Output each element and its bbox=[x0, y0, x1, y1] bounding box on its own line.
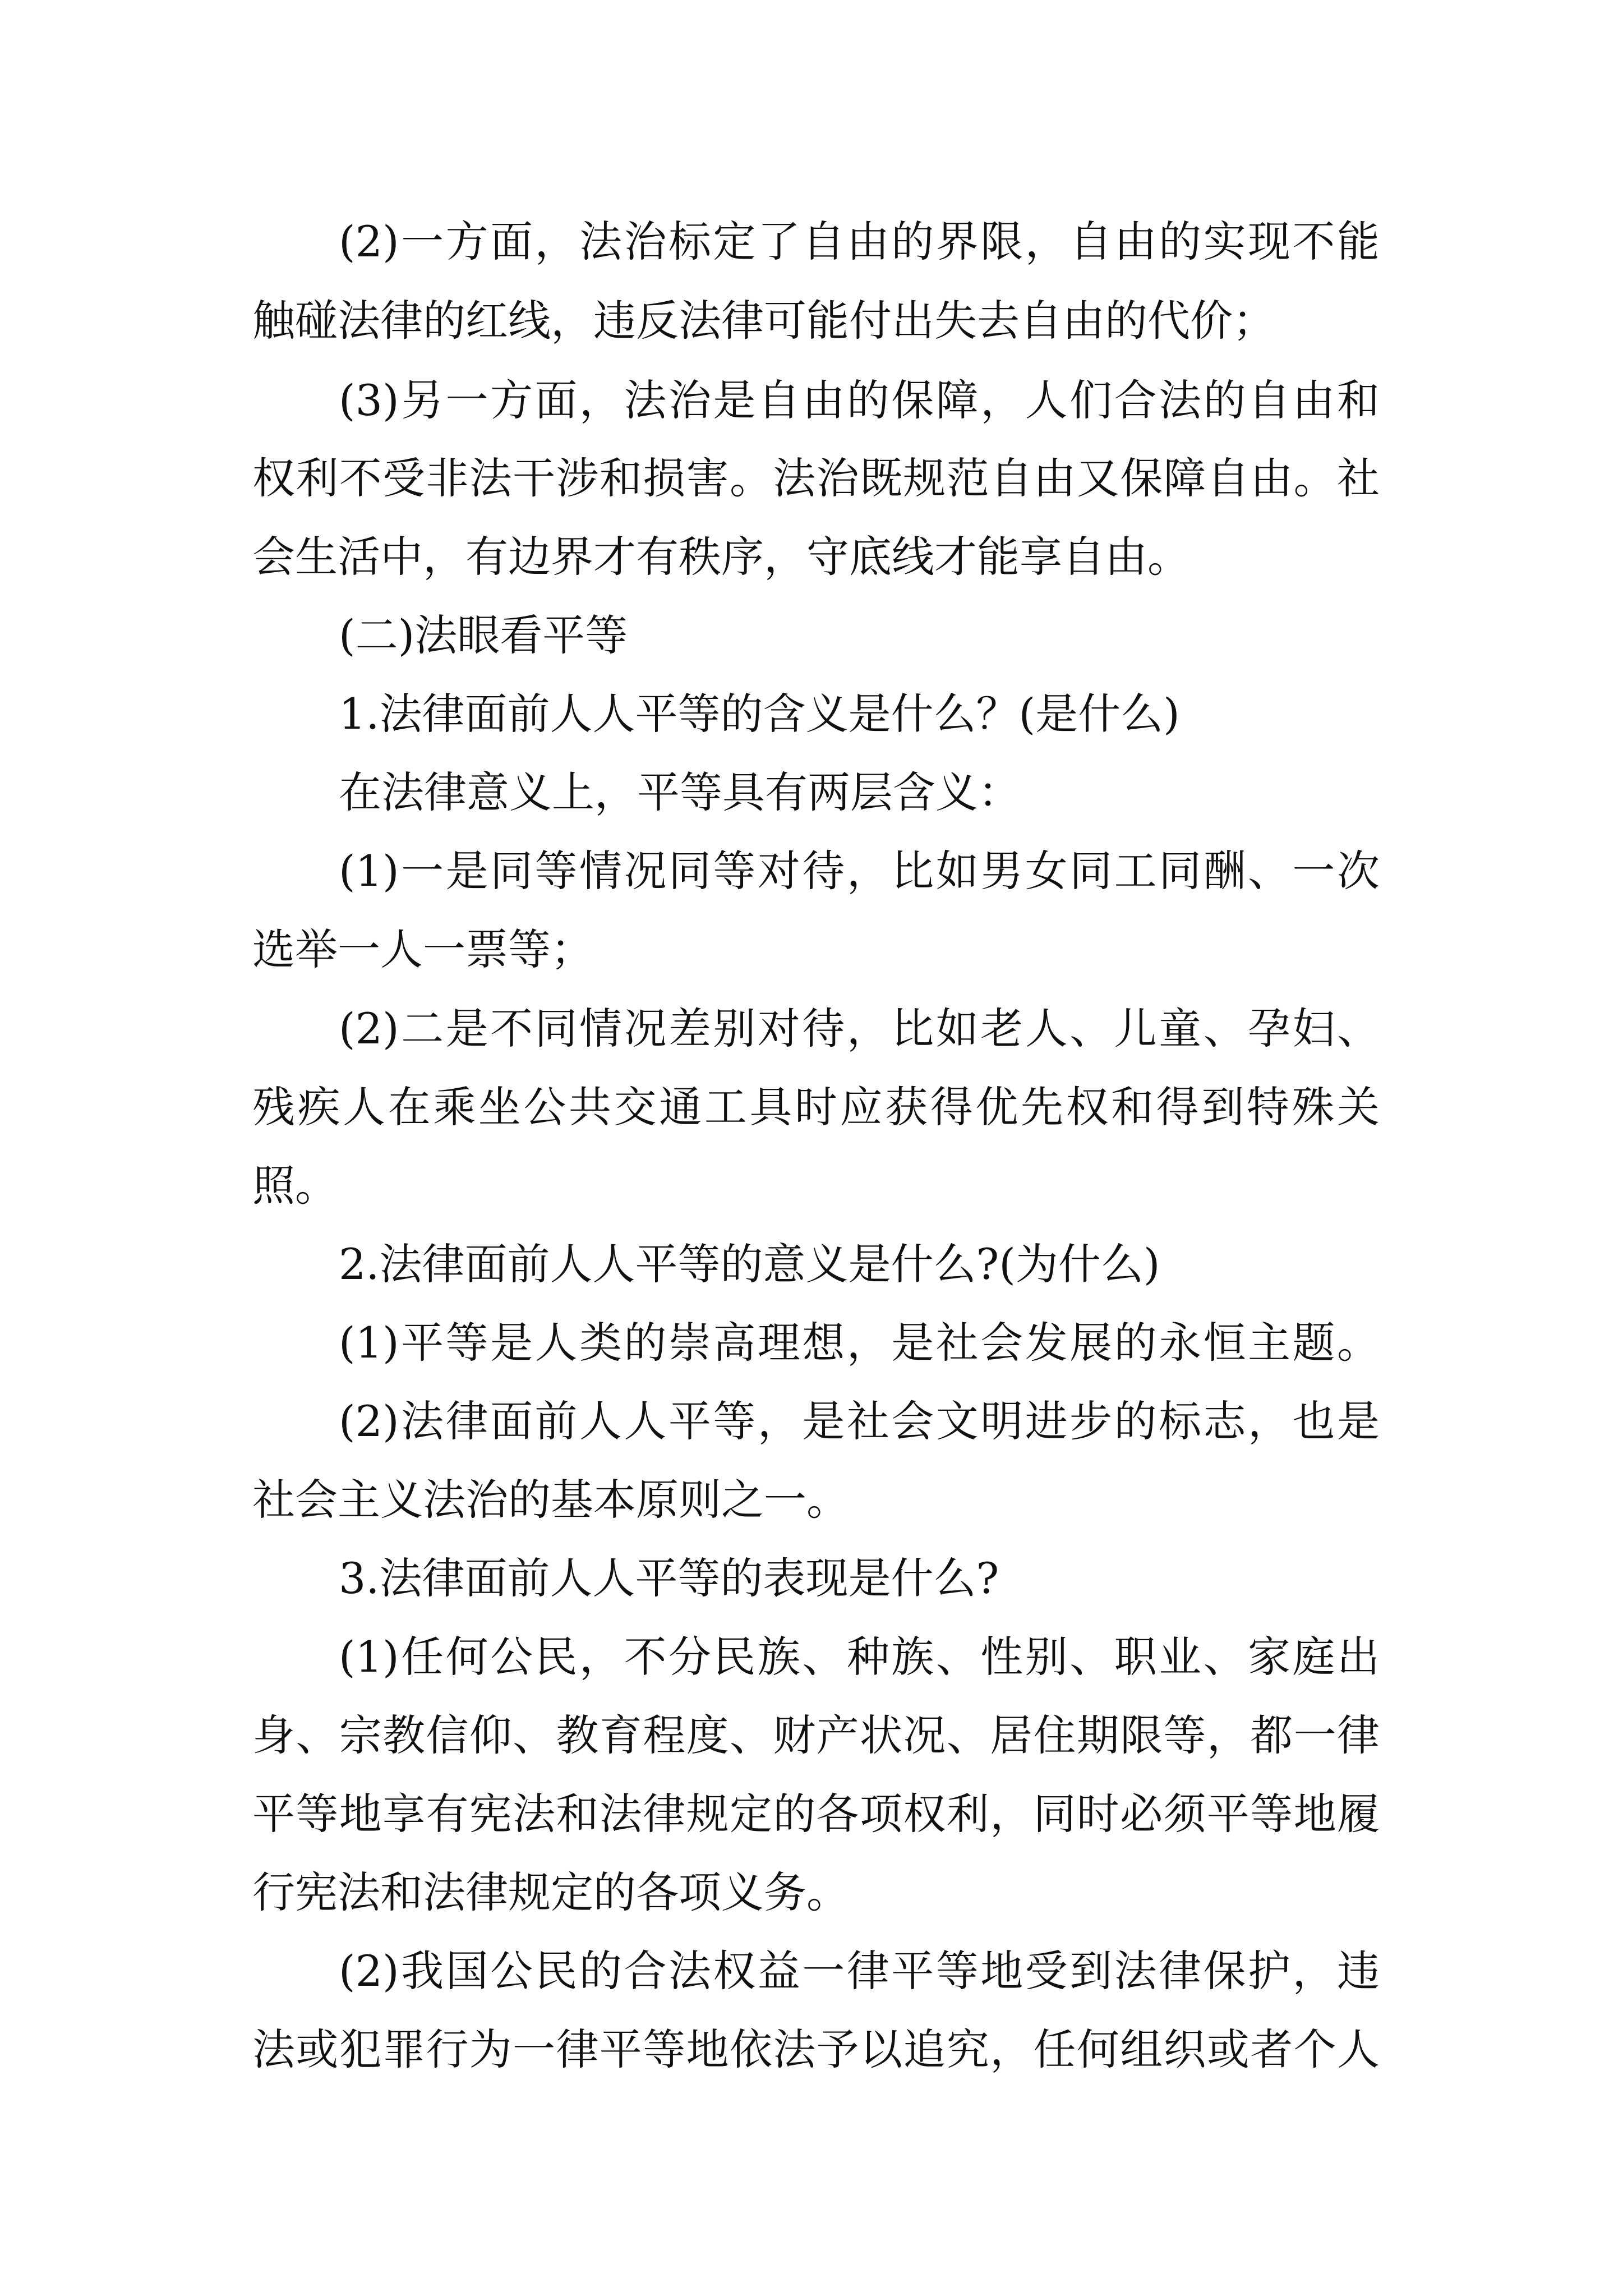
paragraph-line: 身、宗教信仰、教育程度、财产状况、居住期限等，都一律 bbox=[252, 1710, 1380, 1760]
paragraph-line: 选举一人一票等； bbox=[252, 924, 593, 974]
question-heading: 2.法律面前人人平等的意义是什么?(为什么) bbox=[339, 1239, 1160, 1289]
paragraph-line: (2)二是不同情况差别对待，比如老人、儿童、孕妇、 bbox=[339, 1004, 1380, 1053]
paragraph-line: 社会主义法治的基本原则之一。 bbox=[252, 1475, 849, 1525]
question-heading: 1.法律面前人人平等的含义是什么？(是什么) bbox=[339, 689, 1180, 739]
section-heading: (二)法眼看平等 bbox=[339, 610, 628, 660]
paragraph-line: 会生活中，有边界才有秩序，守底线才能享自由。 bbox=[252, 532, 1190, 582]
paragraph-line: 行宪法和法律规定的各项义务。 bbox=[252, 1867, 849, 1917]
paragraph-line: 触碰法律的红线，违反法律可能付出失去自由的代价； bbox=[252, 296, 1275, 346]
paragraph-line: 在法律意义上，平等具有两层含义： bbox=[339, 767, 1021, 817]
paragraph-line: (1)平等是人类的崇高理想，是社会发展的永恒主题。 bbox=[339, 1318, 1380, 1368]
paragraph-line: 照。 bbox=[252, 1161, 338, 1211]
paragraph-line: (1)任何公民，不分民族、种族、性别、职业、家庭出 bbox=[339, 1632, 1380, 1682]
question-heading: 3.法律面前人人平等的表现是什么? bbox=[339, 1553, 999, 1603]
paragraph-line: (2)一方面，法治标定了自由的界限，自由的实现不能 bbox=[339, 217, 1380, 266]
paragraph-line: (2)我国公民的合法权益一律平等地受到法律保护，违 bbox=[339, 1946, 1380, 1996]
paragraph-line: (3)另一方面，法治是自由的保障，人们合法的自由和 bbox=[339, 375, 1380, 425]
paragraph-line: (2)法律面前人人平等，是社会文明进步的标志，也是 bbox=[339, 1396, 1380, 1446]
paragraph-line: 法或犯罪行为一律平等地依法予以追究，任何组织或者个人 bbox=[252, 2024, 1380, 2074]
paragraph-line: 平等地享有宪法和法律规定的各项权利，同时必须平等地履 bbox=[252, 1789, 1380, 1839]
paragraph-line: 权利不受非法干涉和损害。法治既规范自由又保障自由。社 bbox=[252, 453, 1380, 503]
paragraph-line: 残疾人在乘坐公共交通工具时应获得优先权和得到特殊关 bbox=[252, 1082, 1380, 1132]
paragraph-line: (1)一是同等情况同等对待，比如男女同工同酬、一次 bbox=[339, 846, 1380, 896]
